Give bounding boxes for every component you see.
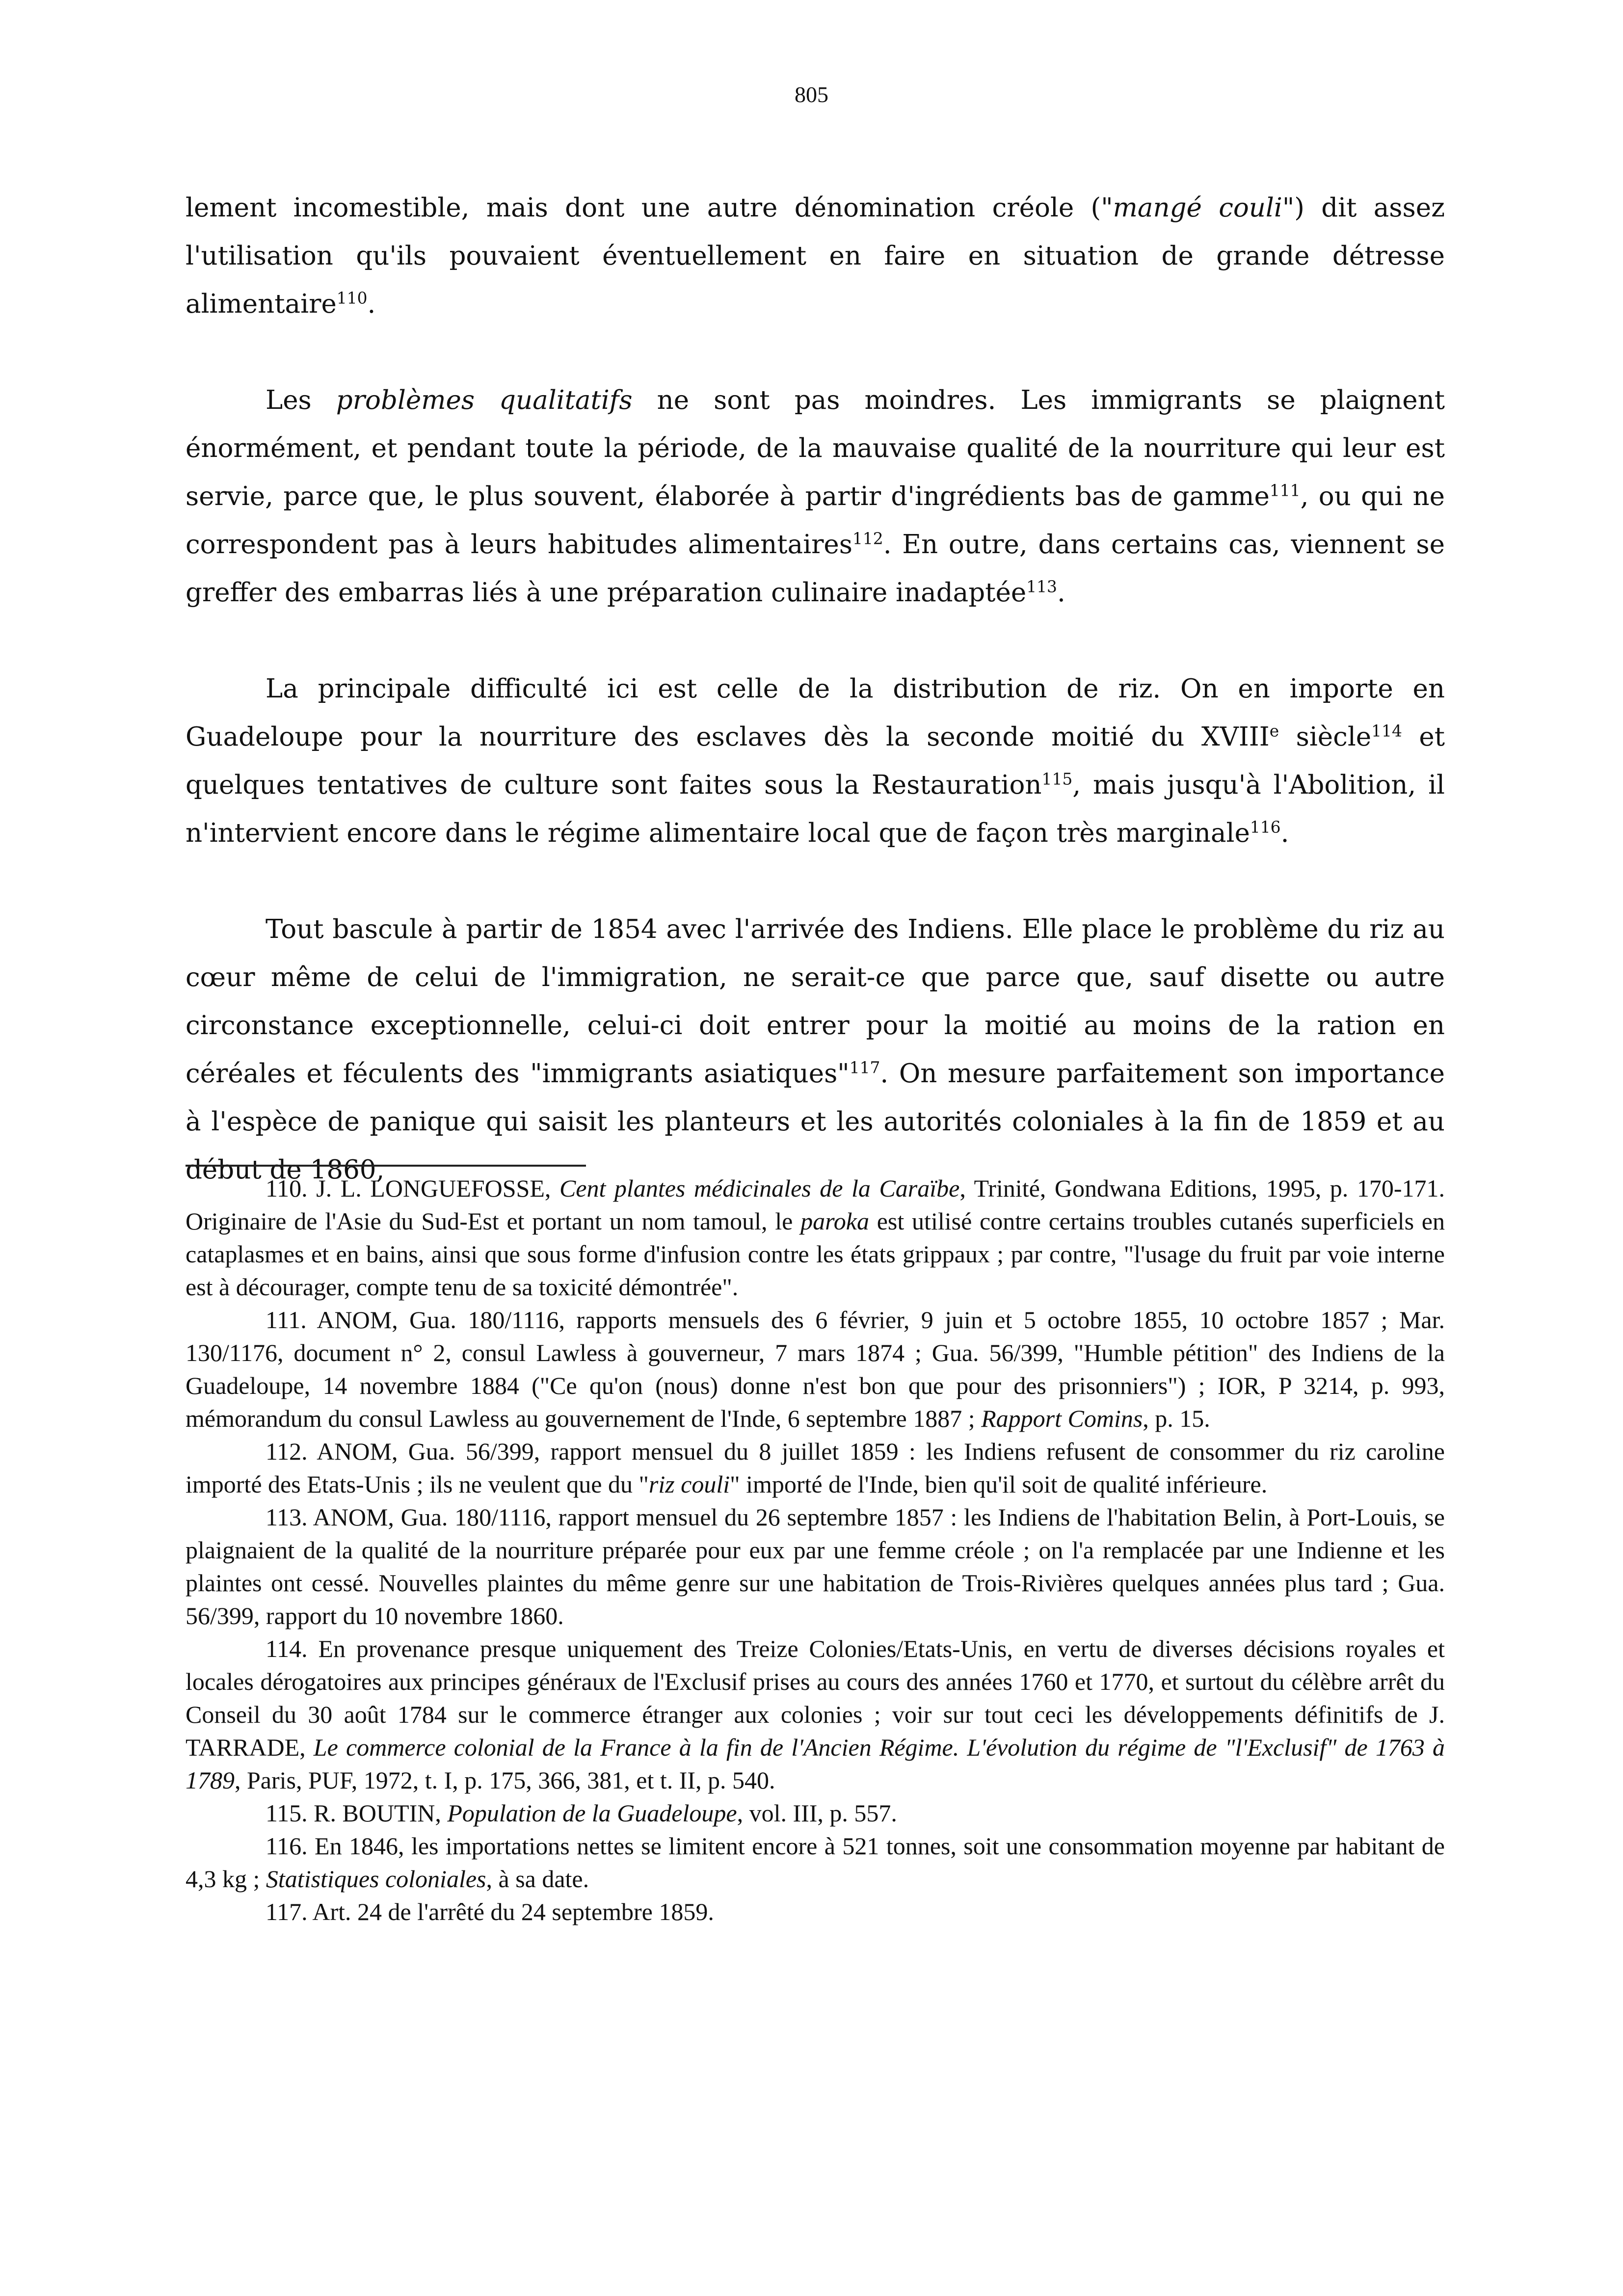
footnotes (186, 1172, 1445, 1928)
italic-text: Statistiques coloniales (266, 1865, 486, 1893)
footnote (186, 1896, 1445, 1928)
italic-text: Population de la Guadeloupe (447, 1799, 737, 1827)
footnote-ref: 110 (336, 288, 368, 308)
paragraph (186, 665, 1445, 857)
text-run: . (1280, 818, 1289, 848)
text-run: est utilisé contre certains troubles cutanés superficiels en cataplasmes et en bains, ainsi que sous forme d'infusion contre les états grippaux ; par contre, "l'usage du fruit par voie interne est à décourager, compte tenu de sa toxicité démontrée". (186, 1207, 1445, 1301)
text-run: 117. Art. 24 de l'arrêté du 24 septembre 1859. (266, 1898, 714, 1925)
footnote (186, 1797, 1445, 1830)
paragraph (186, 184, 1445, 328)
footnote (186, 1172, 1445, 1304)
paragraph (186, 376, 1445, 617)
footnote (186, 1304, 1445, 1435)
text-run: lement incomestible, mais dont une autre dénomination créole (" (186, 193, 1113, 223)
text-run: ") dit assez l'utilisation qu'ils pouvaient éventuellement en faire en situation de grande détresse alimentaire (186, 193, 1445, 319)
text-run: La principale difficulté ici est celle de la distribution de riz. On en importe en Guadeloupe pour la nourriture des esclaves dès la seconde moitié du XVIII (186, 674, 1445, 752)
italic-text: paroka (800, 1207, 869, 1235)
page-number: 805 (795, 82, 828, 107)
text-run: Tout bascule à partir de 1854 avec l'arrivée des Indiens. Elle place le problème du riz au cœur même de celui de l'immigration, ne serait-ce que parce que, sauf disette ou autre circonstance exceptionnelle, celui-ci doit entrer pour la moitié au moins de la ration en céréales et féculents des "immigrants asiatiques" (186, 914, 1445, 1089)
text-run: 111. ANOM, Gua. 180/1116, rapports mensuels des 6 février, 9 juin et 5 octobre 1855, 10 octobre 1857 ; Mar. 130/1176, document n° 2, consul Lawless à gouverneur, 7 mars 1874 ; Gua. 56/399, "Humble pétition" des Indiens de la Guadeloupe, 14 novembre 1884 ("Ce qu'on (nous) donne n'est bon que pour des prisonniers") ; IOR, P 3214, p. 993, mémorandum du consul Lawless au gouvernement de l'Inde, 6 septembre 1887 ; (186, 1306, 1445, 1432)
text-run: 110. J. L. LONGUEFOSSE, (266, 1175, 559, 1202)
text-run: Les (266, 385, 336, 415)
body-text (186, 184, 1445, 1194)
footnote (186, 1435, 1445, 1501)
italic-text: problèmes qualitatifs (336, 385, 633, 415)
footnote (186, 1632, 1445, 1797)
text-run: , p. 15. (1143, 1405, 1210, 1432)
text-run: . En outre, dans certains cas, viennent se greffer des embarras liés à une préparation culinaire inadaptée (186, 530, 1445, 608)
italic-text: Rapport Comins (981, 1405, 1143, 1432)
text-run: , Trinité, Gondwana Editions, 1995, p. 170-171. Originaire de l'Asie du Sud-Est et portant un nom tamoul, le (186, 1175, 1445, 1235)
text-run: . (367, 289, 376, 319)
text-run: et quelques tentatives de culture sont faites sous la Restauration (186, 722, 1445, 800)
text-run: 115. R. BOUTIN, (266, 1799, 448, 1827)
text-run: 116. En 1846, les importations nettes se limitent encore à 521 tonnes, soit une consommation moyenne par habitant de 4,3 kg ; (186, 1832, 1445, 1893)
footnote-ref: 114 (1371, 721, 1402, 741)
paragraph (186, 906, 1445, 1194)
text-run: " importé de l'Inde, bien qu'il soit de qualité inférieure. (730, 1470, 1268, 1498)
text-run: , mais jusqu'à l'Abolition, il n'intervient encore dans le régime alimentaire local que de façon très marginale (186, 770, 1445, 848)
footnote-ref: e (1269, 721, 1279, 741)
text-run: , Paris, PUF, 1972, t. I, p. 175, 366, 381, et t. II, p. 540. (235, 1766, 775, 1794)
text-run: . On mesure parfaitement son importance à l'espèce de panique qui saisit les planteurs et les autorités coloniales à la fin de 1859 et au début de 1860, (186, 1059, 1445, 1185)
text-run: , ou qui ne correspondent pas à leurs habitudes alimentaires (186, 481, 1445, 560)
footnote-ref: 117 (849, 1058, 880, 1077)
text-run: . (1057, 578, 1065, 608)
footnote-ref: 112 (852, 529, 883, 548)
footnote (186, 1501, 1445, 1632)
footnote-ref: 111 (1269, 481, 1301, 500)
italic-text: Cent plantes médicinales de la Caraïbe (559, 1175, 960, 1202)
footnote-ref: 113 (1026, 577, 1057, 596)
text-run: ne sont pas moindres. Les immigrants se plaignent énormément, et pendant toute la période, de la mauvaise qualité de la nourriture qui leur est servie, parce que, le plus souvent, élaborée à partir d'ingrédients bas de gamme (186, 385, 1445, 511)
footnote-ref: 116 (1250, 817, 1281, 837)
text-run: , vol. III, p. 557. (737, 1799, 897, 1827)
text-run: siècle (1279, 722, 1372, 752)
italic-text: riz couli (648, 1470, 730, 1498)
text-run: 112. ANOM, Gua. 56/399, rapport mensuel du 8 juillet 1859 : les Indiens refusent de consommer du riz caroline importé des Etats-Unis ; ils ne veulent que du " (186, 1438, 1445, 1498)
text-run: 113. ANOM, Gua. 180/1116, rapport mensuel du 26 septembre 1857 : les Indiens de l'habitation Belin, à Port-Louis, se plaignaient de la qualité de la nourriture préparée pour eux par une femme créole ; on l'a remplacée par une Indienne et les plaintes ont cessé. Nouvelles plaintes du même genre sur une habitation de Trois-Rivières quelques années plus tard ; Gua. 56/399, rapport du 10 novembre 1860. (186, 1503, 1445, 1629)
footnote-divider (186, 1165, 586, 1167)
footnote (186, 1830, 1445, 1896)
footnote-ref: 115 (1041, 769, 1073, 789)
italic-text: mangé couli (1113, 193, 1282, 223)
italic-text: Le commerce colonial de la France à la fin de l'Ancien Régime. L'évolution du régime de "l'Exclusif" de 1763 à 1789 (186, 1734, 1445, 1794)
text-run: 114. En provenance presque uniquement des Treize Colonies/Etats-Unis, en vertu de diverses décisions royales et locales dérogatoires aux principes généraux de l'Exclusif prises au cours des années 1760 et 1770, et surtout du célèbre arrêt du Conseil du 30 août 1784 sur le commerce étranger aux colonies ; voir sur tout ceci les développements définitifs de J. TARRADE, (186, 1635, 1445, 1761)
text-run: , à sa date. (486, 1865, 589, 1893)
